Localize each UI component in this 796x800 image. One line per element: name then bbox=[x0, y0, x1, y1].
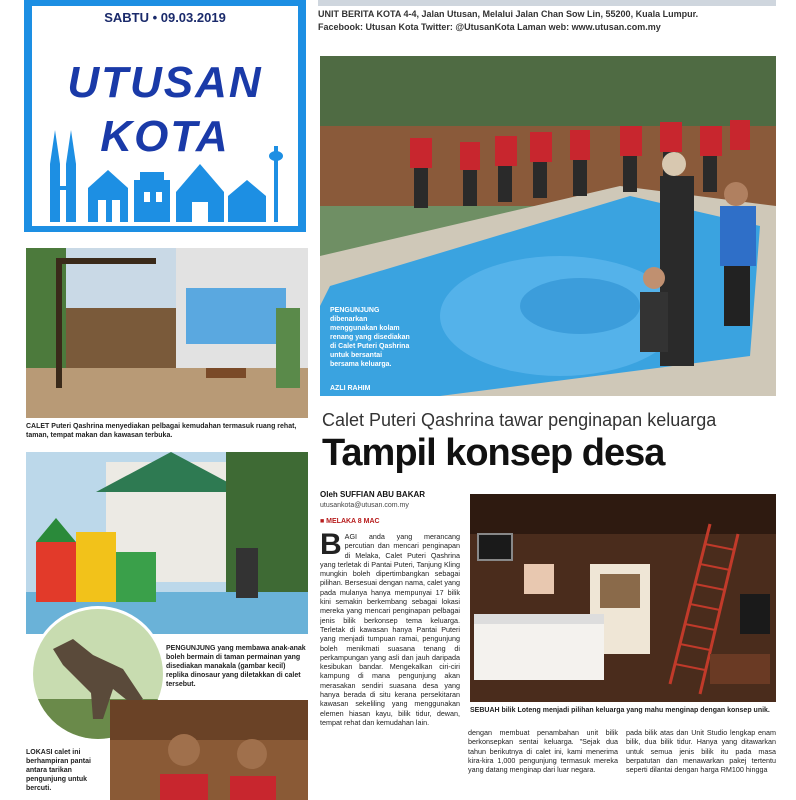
article-column-1 bbox=[320, 532, 460, 800]
article-headline: Tampil konsep desa bbox=[322, 432, 665, 474]
brand-title-line1: UTUSAN bbox=[67, 58, 263, 107]
bedroom-photo-caption: SEBUAH bilik Loteng menjadi pilihan keluarga yang mahu menginap dengan konsep unik. bbox=[470, 707, 770, 714]
article-column-1-text: AGI anda yang merancang percutian dan mencari penginapan di Melaka, Calet Puteri Qashrina yang terletak di Pantai Puteri, Tanjung Kling mungkin boleh dipertimbangkan sebagai pilihan. Bersesuai dengan nama, calet yang pada mulanya hanya mempunyai 17 bilik kini semakin berkembang sebagai lokasi mereka yang mencari penginapan pelbagai jenis bilik berkonsep tema keluarga. Terletak di kawasan hanya Pantai Puteri yang menjadi tumpuan ramai, pengunjung boleh menikmati suasana tenang di perkampungan yang asli dan jauh daripada kesibukan bandar. Mengekalkan ciri-ciri kampung di mana pengunjung akan merasakan sendiri suasana desa yang hanya berada di situ kerana persekitaran kawasan sekeliling yang menggunakan elemen hiasan kayu, bilik tidur, dewan, tempat rehat dan kemudahan lain. bbox=[320, 532, 460, 727]
staff-photo-caption: LOKASI calet ini berhampiran pantai antara tarikan pengunjung untuk bercuti. bbox=[26, 749, 91, 792]
pool-photo-caption: PENGUNJUNG dibenarkan menggunakan kolam renang yang disediakan di Calet Puteri Qashrina untuk bersantai bersama keluarga. bbox=[330, 307, 410, 368]
chalet-photo-illustration bbox=[26, 248, 308, 418]
masthead-panel bbox=[32, 6, 298, 226]
bedroom-photo bbox=[470, 494, 776, 702]
playground-photo-caption: PENGUNJUNG yang membawa anak-anak boleh bermain di taman permainan yang disediakan manakala (gambar kecil) replika dinosaur yang diletakkan di calet tersebut. bbox=[166, 645, 306, 688]
city-skyline-illustration bbox=[42, 126, 292, 222]
playground-photo-illustration bbox=[26, 452, 308, 634]
chalet-photo-caption: CALET Puteri Qashrina menyediakan pelbagai kemudahan termasuk ruang rehat, taman, tempat makan dan kawasan terbuka. bbox=[26, 423, 297, 439]
staff-photo-illustration bbox=[110, 700, 308, 800]
article-column-2: dengan membuat penambahan unit bilik berkonsepkan sentai keluarga. "Sejak dua tahun berikutnya di calet ini, kami menerima kira-kira 1,000 pengunjung termasuk mereka yang datang menginap dari luar negara. bbox=[468, 728, 618, 775]
issue-date: SABTU • 09.03.2019 bbox=[104, 10, 226, 25]
contact-strip bbox=[318, 0, 776, 40]
masthead bbox=[24, 0, 306, 232]
bedroom-photo-illustration bbox=[470, 494, 776, 702]
social-line: Facebook: Utusan Kota Twitter: @UtusanKota Laman web: www.utusan.com.my bbox=[318, 22, 661, 32]
article-column-3: pada bilik atas dan Unit Studio lengkap enam bilik, dua bilik tidur. Hanya yang ditawarkan untuk semua jenis bilik itu pada masa berpatutan dan menawarkan pakej tertentu seperti dilantai dengan harga RM100 hingga bbox=[626, 728, 776, 775]
pool-photo-credit: AZLI RAHIM bbox=[330, 385, 371, 392]
chalet-photo bbox=[26, 248, 308, 418]
staff-photo bbox=[110, 700, 308, 800]
playground-photo bbox=[26, 452, 308, 634]
drop-cap: B bbox=[320, 532, 342, 561]
address-line: UNIT BERITA KOTA 4-4, Jalan Utusan, Melalui Jalan Chan Sow Lin, 55200, Kuala Lumpur. bbox=[318, 9, 699, 19]
article-dateline: ■ MELAKA 8 MAC bbox=[320, 518, 380, 525]
brand-title-line2: KOTA bbox=[100, 112, 230, 161]
article-kicker: Calet Puteri Qashrina tawar penginapan keluarga bbox=[322, 410, 717, 430]
author-email: utusankota@utusan.com.my bbox=[320, 502, 409, 509]
article-byline: Oleh SUFFIAN ABU BAKAR bbox=[320, 490, 426, 499]
